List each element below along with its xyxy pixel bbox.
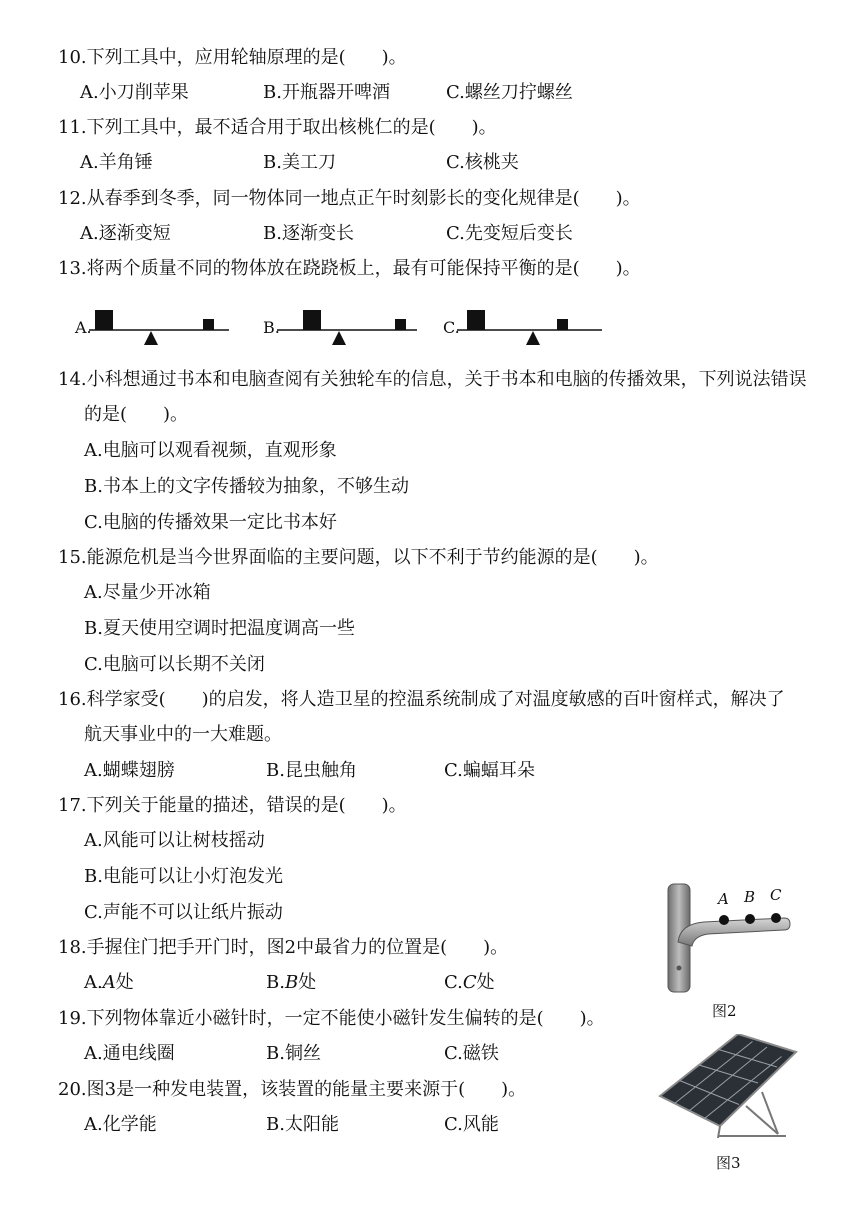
question-16: 16.科学家受( )的启发，将人造卫星的控温系统制成了对温度敏感的百叶窗样式，解决了	[58, 689, 785, 710]
question-14-continued: 的是( )。	[84, 404, 189, 425]
figure-2-door-handle	[664, 880, 794, 995]
option-a[interactable]: A.羊角锤	[80, 152, 153, 173]
seesaw-option-a[interactable]: A.	[75, 308, 235, 352]
seesaw-option-c[interactable]: C.	[443, 308, 603, 352]
question-20: 20.图3是一种发电装置，该装置的能量主要来源于( )。	[58, 1079, 527, 1100]
option-b[interactable]: B.夏天使用空调时把温度调高一些	[84, 618, 355, 639]
option-c[interactable]: C.磁铁	[444, 1043, 499, 1064]
seesaw-diagram-b	[277, 308, 417, 352]
option-c[interactable]: C.电脑的传播效果一定比书本好	[84, 512, 337, 533]
option-a[interactable]: A.A处	[84, 972, 134, 993]
options-q13	[75, 308, 635, 352]
question-16-continued: 航天事业中的一大难题。	[84, 724, 282, 745]
option-b[interactable]: B.太阳能	[266, 1114, 339, 1135]
seesaw-option-b[interactable]: B.	[263, 308, 423, 352]
option-c[interactable]: C.C处	[444, 972, 495, 993]
question-14: 14.小科想通过书本和电脑查阅有关独轮车的信息，关于书本和电脑的传播效果，下列说法错误	[58, 369, 807, 390]
option-b[interactable]: B.书本上的文字传播较为抽象，不够生动	[84, 476, 409, 497]
figure-3-caption: 图3	[716, 1154, 741, 1172]
option-b[interactable]: B.B处	[266, 972, 317, 993]
option-c[interactable]: C.核桃夹	[446, 152, 519, 173]
point-b-label: B	[744, 888, 756, 906]
question-10: 10.下列工具中，应用轮轴原理的是( )。	[58, 47, 407, 68]
option-a[interactable]: A.蝴蝶翅膀	[84, 760, 175, 781]
option-a[interactable]: A.尽量少开冰箱	[84, 582, 211, 603]
option-c[interactable]: C.电脑可以长期不关闭	[84, 654, 265, 675]
option-c[interactable]: C.蝙蝠耳朵	[444, 760, 535, 781]
solar-panel-image	[658, 1034, 798, 1139]
option-c[interactable]: C.声能不可以让纸片振动	[84, 902, 283, 923]
option-a[interactable]: A.通电线圈	[84, 1043, 175, 1064]
point-c-label: C	[770, 886, 782, 904]
option-b[interactable]: B.开瓶器开啤酒	[263, 82, 390, 103]
question-12: 12.从春季到冬季，同一物体同一地点正午时刻影长的变化规律是( )。	[58, 188, 641, 209]
option-a[interactable]: A.风能可以让树枝摇动	[84, 830, 265, 851]
figure-3-solar-panel	[658, 1034, 798, 1139]
point-a-label: A	[718, 890, 729, 908]
question-13: 13.将两个质量不同的物体放在跷跷板上，最有可能保持平衡的是( )。	[58, 258, 641, 279]
option-b[interactable]: B.美工刀	[263, 152, 336, 173]
option-b[interactable]: B.铜丝	[266, 1043, 321, 1064]
seesaw-diagram-a	[89, 308, 229, 352]
question-17: 17.下列关于能量的描述，错误的是( )。	[58, 795, 407, 816]
option-a[interactable]: A.小刀削苹果	[80, 82, 189, 103]
option-c[interactable]: C.风能	[444, 1114, 499, 1135]
option-b[interactable]: B.昆虫触角	[266, 760, 357, 781]
option-b[interactable]: B.电能可以让小灯泡发光	[84, 866, 283, 887]
figure-2-caption: 图2	[712, 1002, 737, 1020]
question-15: 15.能源危机是当今世界面临的主要问题，以下不利于节约能源的是( )。	[58, 547, 659, 568]
option-b[interactable]: B.逐渐变长	[263, 223, 354, 244]
option-a[interactable]: A.逐渐变短	[80, 223, 171, 244]
option-a[interactable]: A.电脑可以观看视频，直观形象	[84, 440, 337, 461]
question-11: 11.下列工具中，最不适合用于取出核桃仁的是( )。	[58, 117, 497, 138]
question-19: 19.下列物体靠近小磁针时，一定不能使小磁针发生偏转的是( )。	[58, 1008, 605, 1029]
seesaw-diagram-c	[457, 308, 602, 352]
option-c[interactable]: C.先变短后变长	[446, 223, 573, 244]
question-18: 18.手握住门把手开门时，图2中最省力的位置是( )。	[58, 937, 509, 958]
option-c[interactable]: C.螺丝刀拧螺丝	[446, 82, 573, 103]
option-a[interactable]: A.化学能	[84, 1114, 157, 1135]
